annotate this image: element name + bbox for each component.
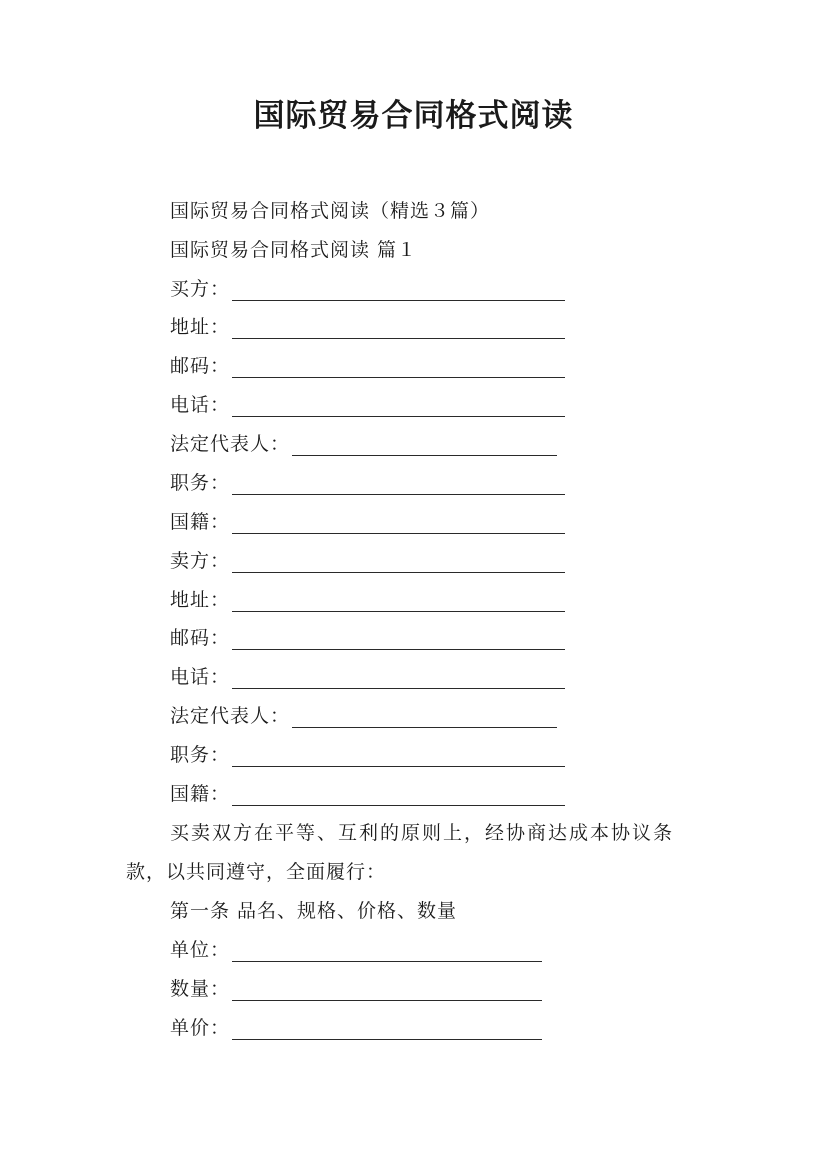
blank-line (232, 746, 565, 767)
field-label: 职务： (170, 744, 231, 766)
field-label: 邮码： (170, 355, 231, 377)
document-title: 国际贸易合同格式阅读 (253, 98, 574, 134)
document-subtitle: 国际贸易合同格式阅读（精选３篇） (170, 200, 491, 222)
field-label: 法定代表人： (170, 705, 291, 727)
buyer-name-field (170, 277, 565, 301)
blank-line (232, 941, 542, 962)
blank-line (232, 980, 542, 1001)
field-label: 买方： (170, 278, 231, 300)
field-label: 法定代表人： (170, 433, 291, 455)
field-label: 卖方： (170, 550, 231, 572)
blank-line (232, 513, 565, 534)
buyer-position-field (170, 471, 565, 495)
field-label: 单价： (170, 1017, 231, 1039)
blank-line (232, 280, 565, 301)
seller-legal-rep-field (170, 704, 557, 728)
blank-line (292, 435, 557, 456)
blank-line (232, 668, 565, 689)
field-label: 电话： (170, 666, 231, 688)
field-label: 数量： (170, 978, 231, 1000)
buyer-address-field (170, 315, 565, 339)
unit-field (170, 938, 542, 962)
blank-line (232, 785, 565, 806)
field-label: 邮码： (170, 627, 231, 649)
buyer-postcode-field (170, 354, 565, 378)
seller-nationality-field (170, 782, 565, 806)
buyer-phone-field (170, 393, 565, 417)
field-label: 地址： (170, 316, 231, 338)
seller-postcode-field (170, 626, 565, 650)
blank-line (292, 707, 557, 728)
article-1-heading: 第一条 品名、规格、价格、数量 (170, 900, 458, 922)
section-heading: 国际贸易合同格式阅读 篇１ (170, 239, 418, 261)
blank-line (232, 591, 565, 612)
field-label: 国籍： (170, 511, 231, 533)
field-label: 单位： (170, 939, 231, 961)
field-label: 地址： (170, 589, 231, 611)
field-label: 国籍： (170, 783, 231, 805)
unit-price-field (170, 1016, 542, 1040)
blank-line (232, 474, 565, 495)
blank-line (232, 318, 565, 339)
buyer-legal-rep-field (170, 432, 557, 456)
agreement-paragraph-line-2: 款，以共同遵守，全面履行： (126, 861, 387, 883)
seller-address-field (170, 588, 565, 612)
field-label: 职务： (170, 472, 231, 494)
blank-line (232, 396, 565, 417)
blank-line (232, 1019, 542, 1040)
buyer-nationality-field (170, 510, 565, 534)
field-label: 电话： (170, 394, 231, 416)
seller-name-field (170, 549, 565, 573)
blank-line (232, 357, 565, 378)
blank-line (232, 629, 565, 650)
agreement-paragraph-line-1: 买卖双方在平等、互利的原则上，经协商达成本协议条 (170, 822, 675, 844)
seller-position-field (170, 743, 565, 767)
seller-phone-field (170, 665, 565, 689)
blank-line (232, 552, 565, 573)
quantity-field (170, 977, 542, 1001)
